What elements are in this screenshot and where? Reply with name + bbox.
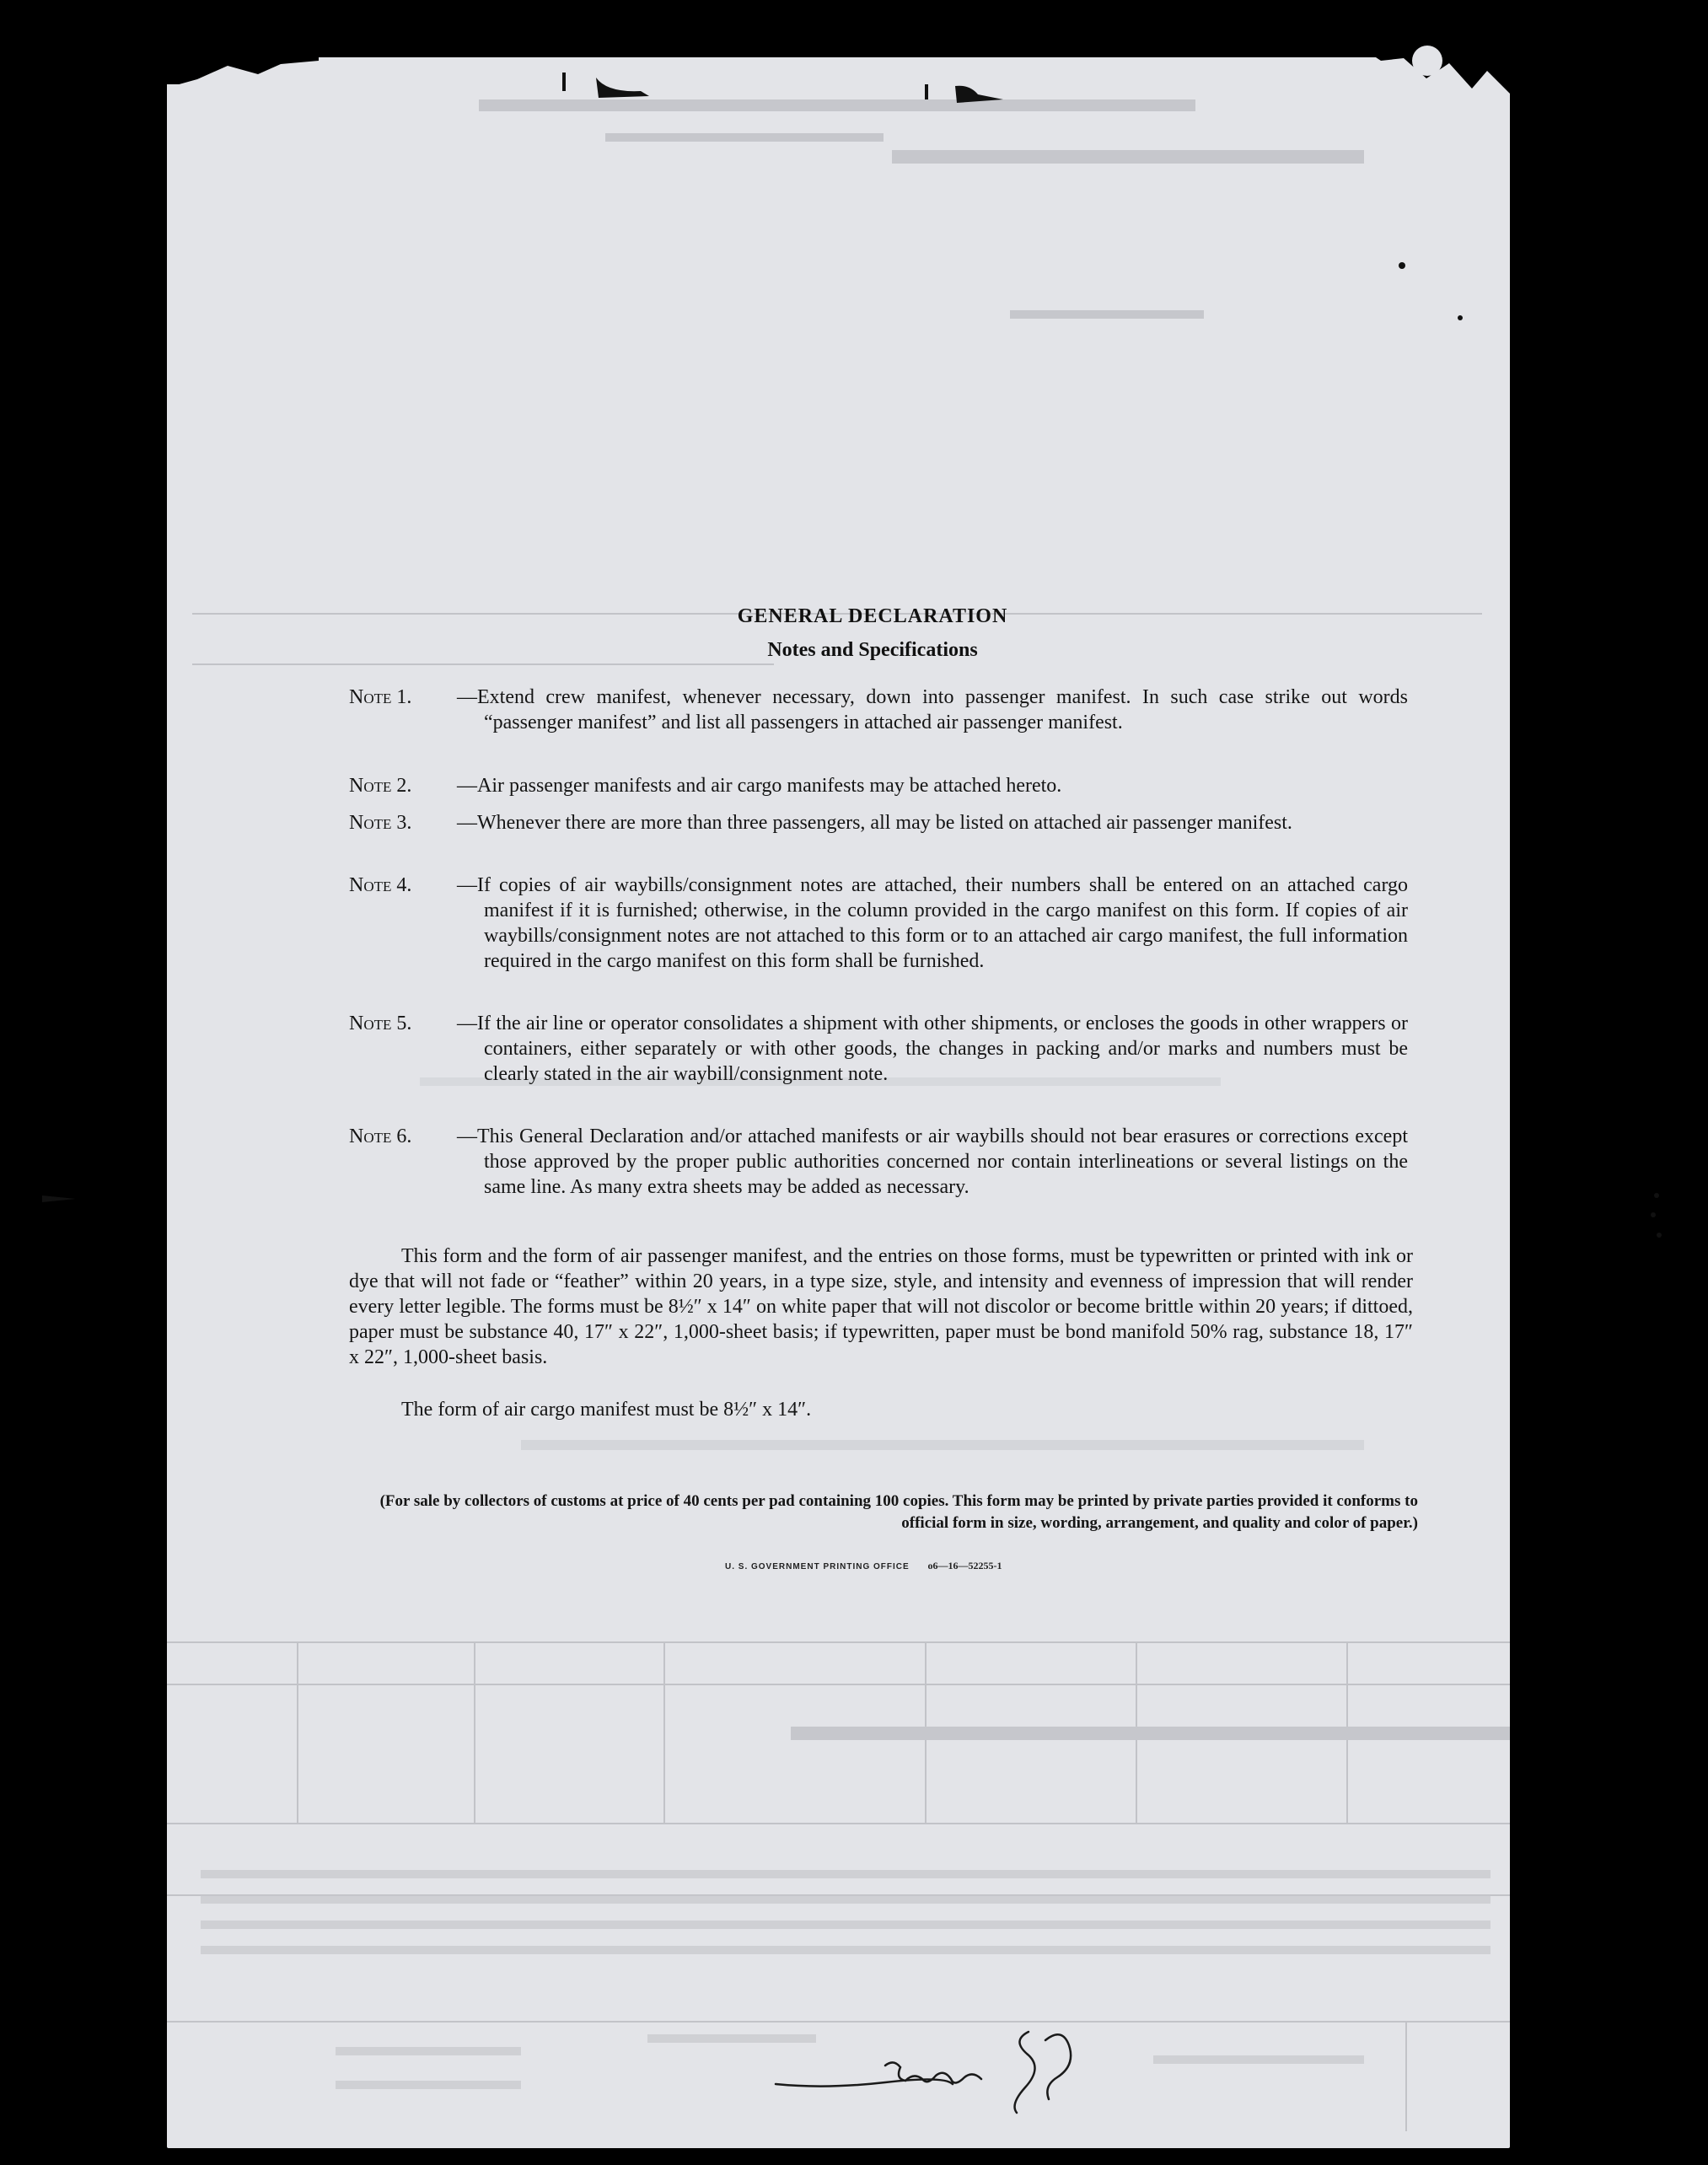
note-label: Note 1.	[349, 686, 412, 708]
note-text: —If copies of air waybills/consignment notes are attached, their numbers shall be entered on an attached cargo manifest if it is furnished; otherwise, in the column provided in the cargo manifest on this form. If copies of air waybills/consignment notes are not attached to this form or to an attached air cargo manifest, the full information required in the cargo manifest on this form shall be furnished.	[457, 874, 1408, 972]
note-3	[349, 810, 1408, 835]
note-4	[349, 873, 1408, 974]
note-5	[349, 1011, 1408, 1087]
handwriting-show-through	[759, 2007, 1147, 2116]
printing-office-line	[725, 1560, 1002, 1572]
note-text: —Extend crew manifest, whenever necessary, down into passenger manifest. In such case strike out words “passenger manifest” and list all passengers in attached air passenger manifest.	[457, 686, 1408, 733]
note-text: —This General Declaration and/or attached manifests or air waybills should not bear erasures or corrections except those approved by the proper public authorities concerned nor contain interlineations or several listings on the same line. As many extra sheets may be added as necessary.	[457, 1125, 1408, 1198]
sale-notice: (For sale by collectors of customs at price of 40 cents per pad containing 100 copies. This form may be printed by private parties provided it conforms to official form in size, wording, arrangement, and quality and color of paper.)	[379, 1492, 1418, 1532]
note-text: —Whenever there are more than three passengers, all may be listed on attached air passenger manifest.	[457, 812, 1292, 834]
document-subtitle: Notes and Specifications	[767, 639, 978, 661]
printing-office: U. S. GOVERNMENT PRINTING OFFICE	[725, 1562, 910, 1571]
note-2	[349, 773, 1408, 798]
note-label: Note 6.	[349, 1125, 412, 1147]
cargo-manifest-size-paragraph: The form of air cargo manifest must be 8½″ x 14″.	[401, 1399, 812, 1421]
printing-code: o6—16—52255-1	[927, 1560, 1002, 1571]
note-label: Note 2.	[349, 775, 412, 797]
paper-specification-paragraph: This form and the form of air passenger manifest, and the entries on those forms, must be typewritten or printed with ink or dye that will not fade or “feather” within 20 years, in a type size, style, and intensity and evenness of impression that will render every letter legible. The forms must be 8½″ x 14″ on white paper that will not discolor or become brittle within 20 years; if dittoed, paper must be substance 40, 17″ x 22″, 1,000-sheet basis; if typewritten, paper must be bond manifold 50% rag, substance 18, 17″ x 22″, 1,000-sheet basis.	[349, 1245, 1413, 1368]
note-text: —If the air line or operator consolidates a shipment with other shipments, or encloses the goods in other wrappers or containers, either separately or with other goods, the changes in packing and/or marks and numbers must be clearly stated in the air waybill/consignment note.	[457, 1013, 1408, 1085]
note-label: Note 3.	[349, 812, 412, 834]
document-title: GENERAL DECLARATION	[737, 605, 1008, 627]
note-6	[349, 1124, 1408, 1200]
note-1	[349, 685, 1408, 735]
note-label: Note 5.	[349, 1013, 412, 1034]
note-label: Note 4.	[349, 874, 412, 896]
note-text: —Air passenger manifests and air cargo manifests may be attached hereto.	[457, 775, 1062, 797]
